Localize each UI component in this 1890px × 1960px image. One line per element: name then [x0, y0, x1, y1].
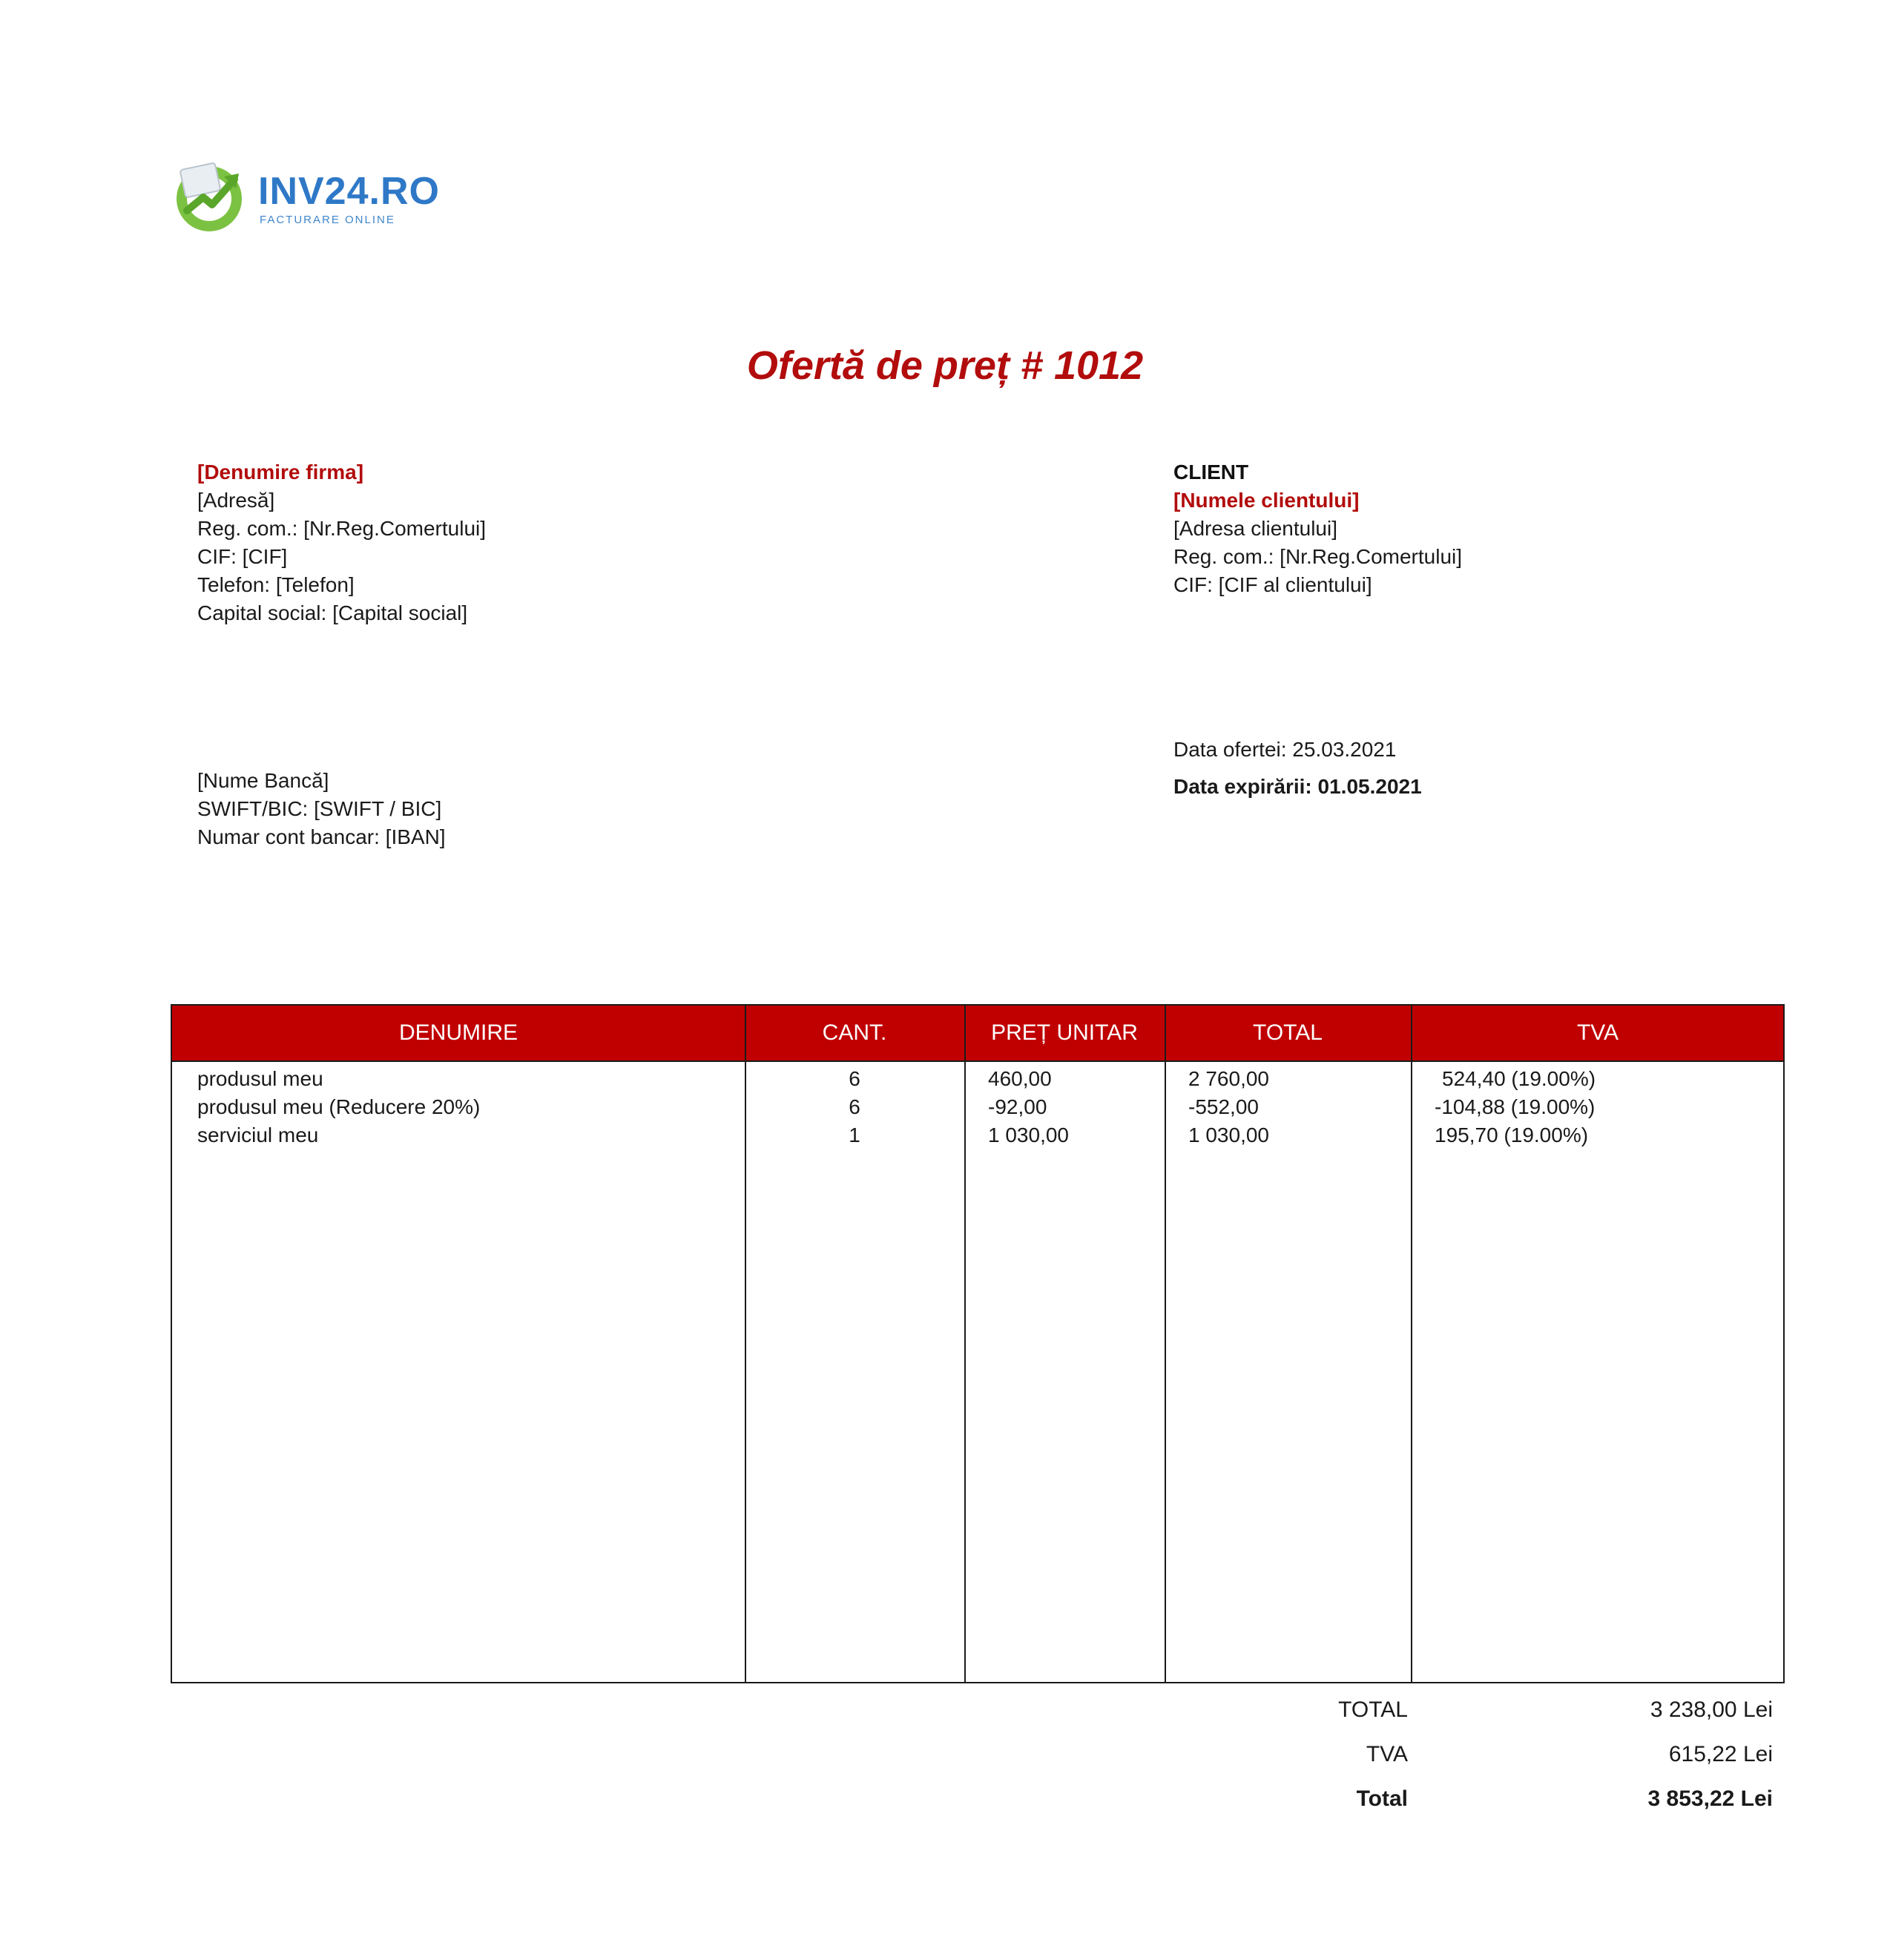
client-reg-com: Reg. com.: [Nr.Reg.Comertului]	[1173, 545, 1463, 568]
table-row-1-unit-price: 460,00	[988, 1067, 1052, 1090]
offer-date: Data ofertei: 25.03.2021	[1173, 738, 1397, 761]
client-name: [Numele clientului]	[1173, 489, 1360, 512]
seller-block	[197, 458, 486, 627]
tva-value: 615,22 Lei	[1668, 1742, 1773, 1766]
table-row-1-tva: 524,40 (19.00%)	[1442, 1067, 1596, 1090]
table-row-2-total: -552,00	[1188, 1095, 1259, 1118]
client-block	[1173, 458, 1462, 599]
bank-swift: SWIFT/BIC: [SWIFT / BIC]	[197, 797, 442, 820]
logo-name: INV24.RO	[258, 170, 440, 213]
total-value: 3 238,00 Lei	[1650, 1697, 1773, 1722]
table-row-2-tva: -104,88 (19.00%)	[1435, 1095, 1596, 1118]
header-pret-unitar: PREȚ UNITAR	[991, 1020, 1138, 1045]
header-cant: CANT.	[822, 1020, 887, 1045]
client-address: [Adresa clientului]	[1173, 517, 1338, 540]
table-row-3-total: 1 030,00	[1188, 1123, 1269, 1146]
expiry-date: Data expirării: 01.05.2021	[1173, 775, 1422, 798]
bank-iban: Numar cont bancar: [IBAN]	[197, 825, 446, 848]
header-total: TOTAL	[1253, 1020, 1323, 1045]
dates-block	[1173, 731, 1422, 805]
grand-total-value: 3 853,22 Lei	[1647, 1786, 1773, 1811]
items-table	[171, 1004, 1785, 1683]
table-row-3-tva: 195,70 (19.00%)	[1435, 1123, 1589, 1146]
header-denumire: DENUMIRE	[398, 1020, 518, 1045]
grand-total-label: Total	[1356, 1786, 1408, 1811]
table-row-1-total: 2 760,00	[1188, 1067, 1269, 1090]
tva-label: TVA	[1366, 1742, 1408, 1766]
seller-cif: CIF: [CIF]	[197, 545, 288, 568]
seller-name: [Denumire firma]	[197, 461, 364, 484]
table-row-2-unit-price: -92,00	[988, 1095, 1047, 1118]
bank-name: [Nume Bancă]	[197, 769, 329, 792]
column-divider	[1411, 1006, 1412, 1682]
seller-phone: Telefon: [Telefon]	[197, 573, 355, 596]
seller-reg-com: Reg. com.: [Nr.Reg.Comertului]	[197, 517, 487, 540]
table-row-2-qty: 6	[849, 1095, 860, 1118]
table-row-1-qty: 6	[849, 1067, 860, 1090]
table-header	[172, 1006, 1783, 1062]
table-row-3-qty: 1	[849, 1123, 860, 1146]
totals-values	[1484, 1688, 1773, 1821]
table-row-1-name: produsul meu	[197, 1067, 323, 1090]
table-row-2-name: produsul meu (Reducere 20%)	[197, 1095, 481, 1118]
column-divider	[964, 1006, 966, 1682]
logo-tagline: FACTURARE ONLINE	[260, 214, 395, 226]
seller-capital: Capital social: [Capital social]	[197, 601, 468, 624]
table-row-3-name: serviciul meu	[197, 1123, 319, 1146]
logo-badge-icon	[172, 159, 246, 233]
client-cif: CIF: [CIF al clientului]	[1173, 573, 1372, 596]
total-label: TOTAL	[1338, 1697, 1408, 1722]
document-title: Ofertă de preț # 1012	[746, 343, 1144, 388]
client-heading: CLIENT	[1173, 461, 1249, 484]
column-divider	[1165, 1006, 1166, 1682]
company-logo	[172, 159, 440, 233]
bank-block	[197, 767, 446, 851]
header-tva: TVA	[1576, 1020, 1619, 1045]
table-row-3-unit-price: 1 030,00	[988, 1123, 1069, 1146]
totals-labels	[1261, 1688, 1408, 1821]
seller-address: [Adresă]	[197, 489, 275, 512]
